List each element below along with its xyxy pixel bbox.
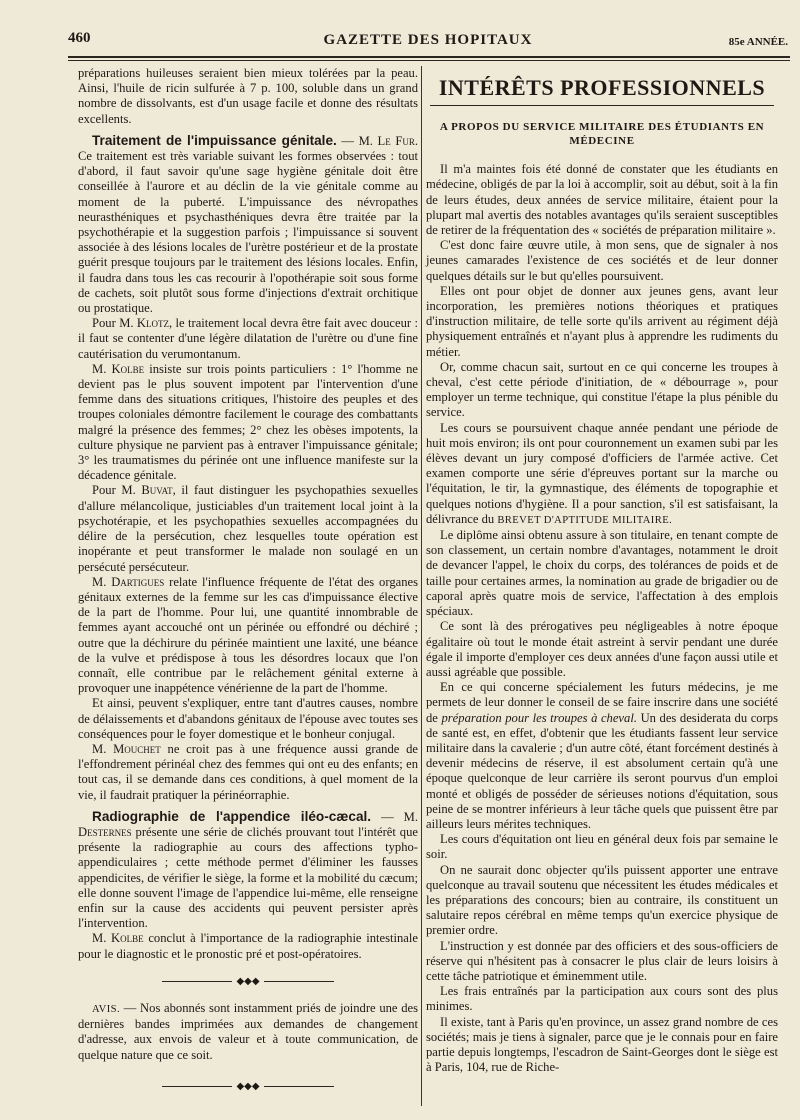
- author-name: M. Klotz,: [119, 316, 173, 331]
- paragraph-1: Il m'a maintes fois été donné de constater que les étudiants en médecine, obligés de par la loi à accomplir, soit au début, soit à la fin de leurs études, deux années de service militaire, étaient pour la plupart mal avertis des notables avantages qu'ils seraient susceptibles de retirer de la fréquentation des « sociétés de préparation militaire ».: [426, 162, 778, 238]
- italic-phrase: préparation pour les troupes à cheval.: [441, 710, 637, 725]
- paragraph-mouchet: M. Mouchet ne croit pas à une fréquence aussi grande de l'effondrement périnéal chez des femmes qui ont eu des enfants; en tout cas, il se demande dans ces conditions, à quel moment de la vie, il faudrait pratiquer la périnéorraphie.: [78, 741, 418, 802]
- brevet-term: BREVET D'APTITUDE MILITAIRE.: [497, 514, 673, 526]
- paragraph-ainsi: Et ainsi, peuvent s'expliquer, entre tant d'autres causes, nombre de délaissements et d'abandons génitaux de l'épouse avec toutes ses conséquences pour le foyer domestique et le bonheur conjugal.: [78, 696, 418, 741]
- journal-title: GAZETTE DES HOPITAUX: [323, 32, 533, 48]
- author-name: M. Le Fur.: [358, 133, 418, 148]
- section-heading-radiographie: Radiographie de l'appendice iléo-cæcal.: [92, 808, 372, 824]
- section-rule: [430, 105, 774, 106]
- paragraph-9: Les cours d'équitation ont lieu en général deux fois par semaine le soir.: [426, 832, 778, 862]
- column-divider: [421, 66, 422, 1106]
- right-column: [426, 66, 778, 1075]
- left-column: [78, 66, 418, 1106]
- paragraph-12: Les frais entraînés par la participation aux cours sont des plus minimes.: [426, 984, 778, 1014]
- ornament-divider: ◆◆◆: [78, 974, 418, 989]
- article-title: A PROPOS DU SERVICE MILITAIRE DES ÉTUDIANTS EN MÉDECINE: [439, 121, 765, 148]
- paragraph-4: Or, comme chacun sait, surtout en ce qui concerne les troupes à cheval, c'est cette période d'initiation, de « débourrage », pour employer un terme technique, qui constitue l'étape la plus pénible du service.: [426, 359, 778, 420]
- paragraph-5: Les cours se poursuivent chaque année pendant une période de huit mois environ; ils ont pour couronnement un examen subi par les élèves devant un jury composé d'officiers de l'armée active. Cet examen comporte une série d'épreuves portant sur la marche ou l'équitation, le tir, la gymnastique, des éléments de topographie et quelques notions d'hygiène. Il a pour sanction, s'il est satisfaisant, la délivrance du BREVET D'APTITUDE MILITAIRE.: [426, 420, 778, 526]
- ornament-divider-end: ◆◆◆: [78, 1079, 418, 1094]
- running-head: [68, 26, 788, 52]
- author-name: M. Kolbe: [92, 361, 145, 376]
- section-title: INTÉRÊTS PROFESSIONNELS: [438, 75, 766, 100]
- paragraph-kolbe: M. Kolbe insiste sur trois points particuliers : 1° l'homme ne devient pas le plus souvent impotent par l'intervention d'une femme dans des situations critiques, l'histoire des peuples et des troupes coloniales démontre facilement le courage des combattants malgré la présence des femmes; 2° chez les obèses impotents, la culture physique ne parvient pas à entraver l'impuissance génitale; 3° les traumatismes du périnée ont une influence manifeste sur la décadence génitale.: [78, 361, 418, 483]
- paragraph-2: C'est donc faire œuvre utile, à mon sens, que de signaler à nos jeunes camarades l'existence de ces sociétés et de leur donner quelques détails sur le but qu'elles poursuivent.: [426, 238, 778, 283]
- paragraph-buvat: Pour M. Buvat, il faut distinguer les psychopathies sexuelles d'allure mélancolique, justiciables d'un traitement local joint à la psychotérapie, et les psychopathies sexuelles accompagnées du délire de la persécution, chez lesquelles toute opération est inopérante et peut transformer le malade non soulagé en un persécuté persécuteur.: [78, 483, 418, 574]
- page-number: 460: [68, 30, 91, 46]
- paragraph-traitement: Traitement de l'impuissance génitale. — M. Le Fur. Ce traitement est très variable suivant les formes observées : tout d'abord, il faut savoir qu'une sage hygiène génitale doit être conseillée à l'aurore et au déclin de la vie génitale comme au moment de la puberté. L'impuissance des névropathes neurasthéniques et psychasthéniques devra être traitée par la psychothérapie et la suggestion parfois ; l'impuissance si souvent associée à des lésions locales de l'urètre postérieur et de la prostate guérit presque toujours par le traitement des lésions locales. Enfin, il faudra dans tous les cas recourir à l'opothérapie soit sous forme de cachets, soit plutôt sous forme d'injections d'extrait orchitique ou prostatique.: [78, 132, 418, 316]
- paragraph-13: Il existe, tant à Paris qu'en province, un assez grand nombre de ces sociétés; mais je tiens à signaler, parce que je le connais pour en faire partie depuis longtemps, l'escadron de Saint-Georges dont le siège est à Paris, 104, rue de Riche-: [426, 1014, 778, 1075]
- notice-paragraph: AVIS. — Nos abonnés sont instamment priés de joindre une des dernières bandes imprimées aux demandes de changement d'adresse, aux envois de valeur et à toute communication, de quelque nature que ce soit.: [78, 1000, 419, 1062]
- paragraph-8: En ce qui concerne spécialement les futurs médecins, je me permets de leur donner le conseil de se faire inscrire dans une société de préparation pour les troupes à cheval. Un des desiderata du corps de santé est, en effet, d'obtenir que les étudiants fassent leur service militaire dans la cavalerie ; d'un autre côté, étant forcément destinés à devenir médecins de réserve, il est absolument certain qu'à une époque quelconque de leur carrière ils seront pourvus d'un emploi monté et obligés de posséder de sérieuses notions d'équitation, sous peine de se montrer inférieurs à leur tâche quels que puissent être par ailleurs leurs mérites techniques.: [426, 680, 778, 831]
- year-label: 85e ANNÉE.: [728, 36, 788, 48]
- paragraph-7: Ce sont là des prérogatives peu négligeables à notre époque égalitaire où tout le monde était astreint à servir pendant une durée égale il importe d'employer ces deux années d'une façon aussi utile et aussi agréable que possible.: [426, 619, 778, 679]
- paragraph-klotz: Pour M. Klotz, le traitement local devra être fait avec douceur : il faut se contenter d'une légère dilatation de l'urètre ou d'une fine cautérisation du verumontanum.: [78, 316, 418, 361]
- author-name: M. Dartigues: [92, 574, 165, 589]
- author-name: M. Mouchet: [92, 741, 161, 756]
- paragraph-radiographie: Radiographie de l'appendice iléo-cæcal. — M. Desternes présente une série de clichés prouvant tout l'intérêt que présente la radiographie au cours des affections typho-appendiculaires ; cette méthode permet d'éliminer les fausses appendicites, de vérifier le siège, la forme et la mobilité du cæcum; elle donne souvent l'image de l'appendice lui-même, elle renseigne enfin sur la cause des accidents qui peuvent persister après l'intervention.: [78, 808, 418, 931]
- paragraph-10: On ne saurait donc objecter qu'ils puissent apporter une entrave quelconque au travail soutenu que nécessitent les études médicales et les préparations des concours; bien au contraire, ils constituent un salutaire repos cérébral en même temps qu'un exercice physique de premier ordre.: [426, 862, 778, 938]
- author-name: M. Buvat,: [121, 483, 176, 498]
- notice-label: AVIS.: [92, 1003, 121, 1015]
- author-name: M. Kolbe: [92, 931, 144, 946]
- paragraph-3: Elles ont pour objet de donner aux jeunes gens, avant leur incorporation, les premières notions théoriques et pratiques d'instruction militaire, de telle sorte qu'ils arrivent au régiment déjà physiquement entraînés et n'ayant plus à apprendre les rudiments du métier.: [426, 283, 778, 359]
- paragraph-dartigues: M. Dartigues relate l'influence fréquente de l'état des organes génitaux externes de la femme sur les cas d'impuissance élective de la part de l'homme. Pour lui, une quantité innombrable de femmes ayant accouché ont un périnée ou effondré ou déchiré ; outre que la déchirure du périnée maintient une laxité, une béance de la vulve et prédispose à tous les désordres locaux que l'on connaît, elle contribue par le relâchement génital externe à provoquer une inappétence vénérienne de la part de l'homme.: [78, 574, 418, 696]
- paragraph-6: Le diplôme ainsi obtenu assure à son titulaire, en tenant compte de son classement, un certain nombre d'avantages, notamment le droit de devancer l'appel, le choix du corps, des tolérances de poids et de taille pour certaines armes, la nomination au grade de brigadier ou de caporal après quatre mois de service, l'affectation à des emplois spéciaux.: [426, 528, 778, 619]
- paragraph-intro: préparations huileuses seraient bien mieux tolérées par la peau. Ainsi, l'huile de ricin sulfurée à 7 p. 100, soluble dans un grand nombre de dissolvants, est d'un usage facile et donne des résultats excellents.: [78, 66, 418, 126]
- section-heading-traitement: Traitement de l'impuissance génitale.: [92, 132, 337, 148]
- header-rule: [68, 56, 790, 61]
- paragraph-kolbe-conclusion: M. Kolbe conclut à l'importance de la radiographie intestinale pour le diagnostic et le pronostic pré et post-opératoires.: [78, 931, 418, 961]
- paragraph-11: L'instruction y est donnée par des officiers et des sous-officiers de réserve qui n'hésitent pas à consacrer le plus clair de leurs loisirs à cette tâche patriotique et éminemment utile.: [426, 938, 778, 983]
- author-name: M. Desternes: [78, 809, 418, 839]
